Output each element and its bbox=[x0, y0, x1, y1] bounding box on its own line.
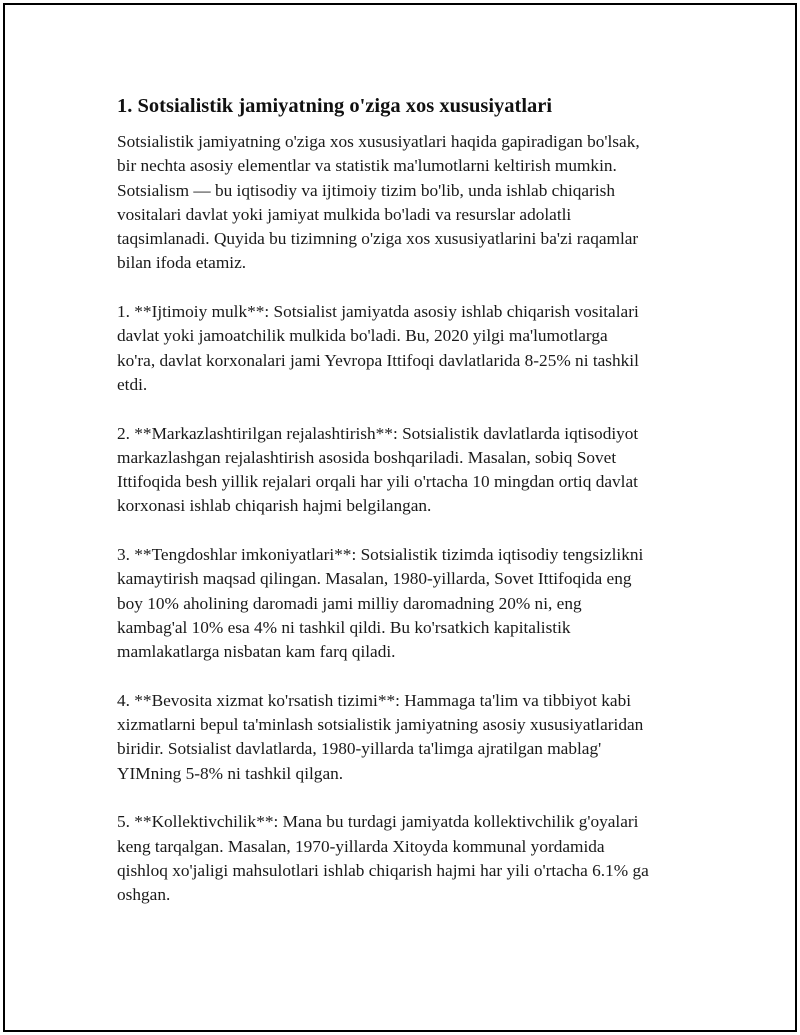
document-title: 1. Sotsialistik jamiyatning o'ziga xos xususiyatlari bbox=[117, 95, 553, 117]
point-5-paragraph: 5. **Kollektivchilik**: Mana bu turdagi jamiyatda kollektivchilik g'oyalari keng tarqalgan. Masalan, 1970-yillarda Xitoyda kommunal yordamida qishloq xo'jaligi mahsulotlari ishlab chiqarish hajmi har yili o'rtacha 6.1% ga oshgan. bbox=[117, 812, 649, 905]
document-body bbox=[117, 94, 697, 932]
point-2-paragraph: 2. **Markazlashtirilgan rejalashtirish**: Sotsialistik davlatlarda iqtisodiyot markazlashgan rejalashtirish asosida boshqariladi. Masalan, sobiq Sovet Ittifoqida besh yillik rejalari orqali har yili o'rtacha 10 mingdan ortiq davlat korxonasi ishlab chiqarish hajmi belgilangan. bbox=[117, 423, 639, 516]
point-1-paragraph: 1. **Ijtimoiy mulk**: Sotsialist jamiyatda asosiy ishlab chiqarish vositalari davlat yoki jamoatchilik mulkida bo'ladi. Bu, 2020 yilgi ma'lumotlarga ko'ra, davlat korxonalari jami Yevropa Ittifoqi davlatlarida 8-25% ni tashkil etdi. bbox=[117, 302, 639, 394]
point-3-paragraph: 3. **Tengdoshlar imkoniyatlari**: Sotsialistik tizimda iqtisodiy tengsizlikni kamaytirish maqsad qilingan. Masalan, 1980-yillarda, Sovet Ittifoqida eng boy 10% aholining daromadi jami milliy daromadning 20% ni, eng kambag'al 10% esa 4% ni tashkil qildi. Bu ko'rsatkich kapitalistik mamlakatlarga nisbatan kam farq qiladi. bbox=[117, 545, 644, 662]
point-4-paragraph: 4. **Bevosita xizmat ko'rsatish tizimi**: Hammaga ta'lim va tibbiyot kabi xizmatlarni bepul ta'minlash sotsialistik jamiyatning asosiy xususiyatlaridan biridir. Sotsialist davlatlarda, 1980-yillarda ta'limga ajratilgan mablag' YIMning 5-8% ni tashkil qilgan. bbox=[117, 690, 644, 783]
intro-paragraph: Sotsialistik jamiyatning o'ziga xos xususiyatlari haqida gapiradigan bo'lsak, bir nechta asosiy elementlar va statistik ma'lumotlarni keltirish mumkin. Sotsialism — bu iqtisodiy va ijtimoiy tizim bo'lib, unda ishlab chiqarish vositalari davlat yoki jamiyat mulkida bo'ladi va resurslar adolatli taqsimlanadi. Quyida bu tizimning o'ziga xos xususiyatlarini ba'zi raqamlar bilan ifoda etamiz. bbox=[117, 132, 640, 273]
